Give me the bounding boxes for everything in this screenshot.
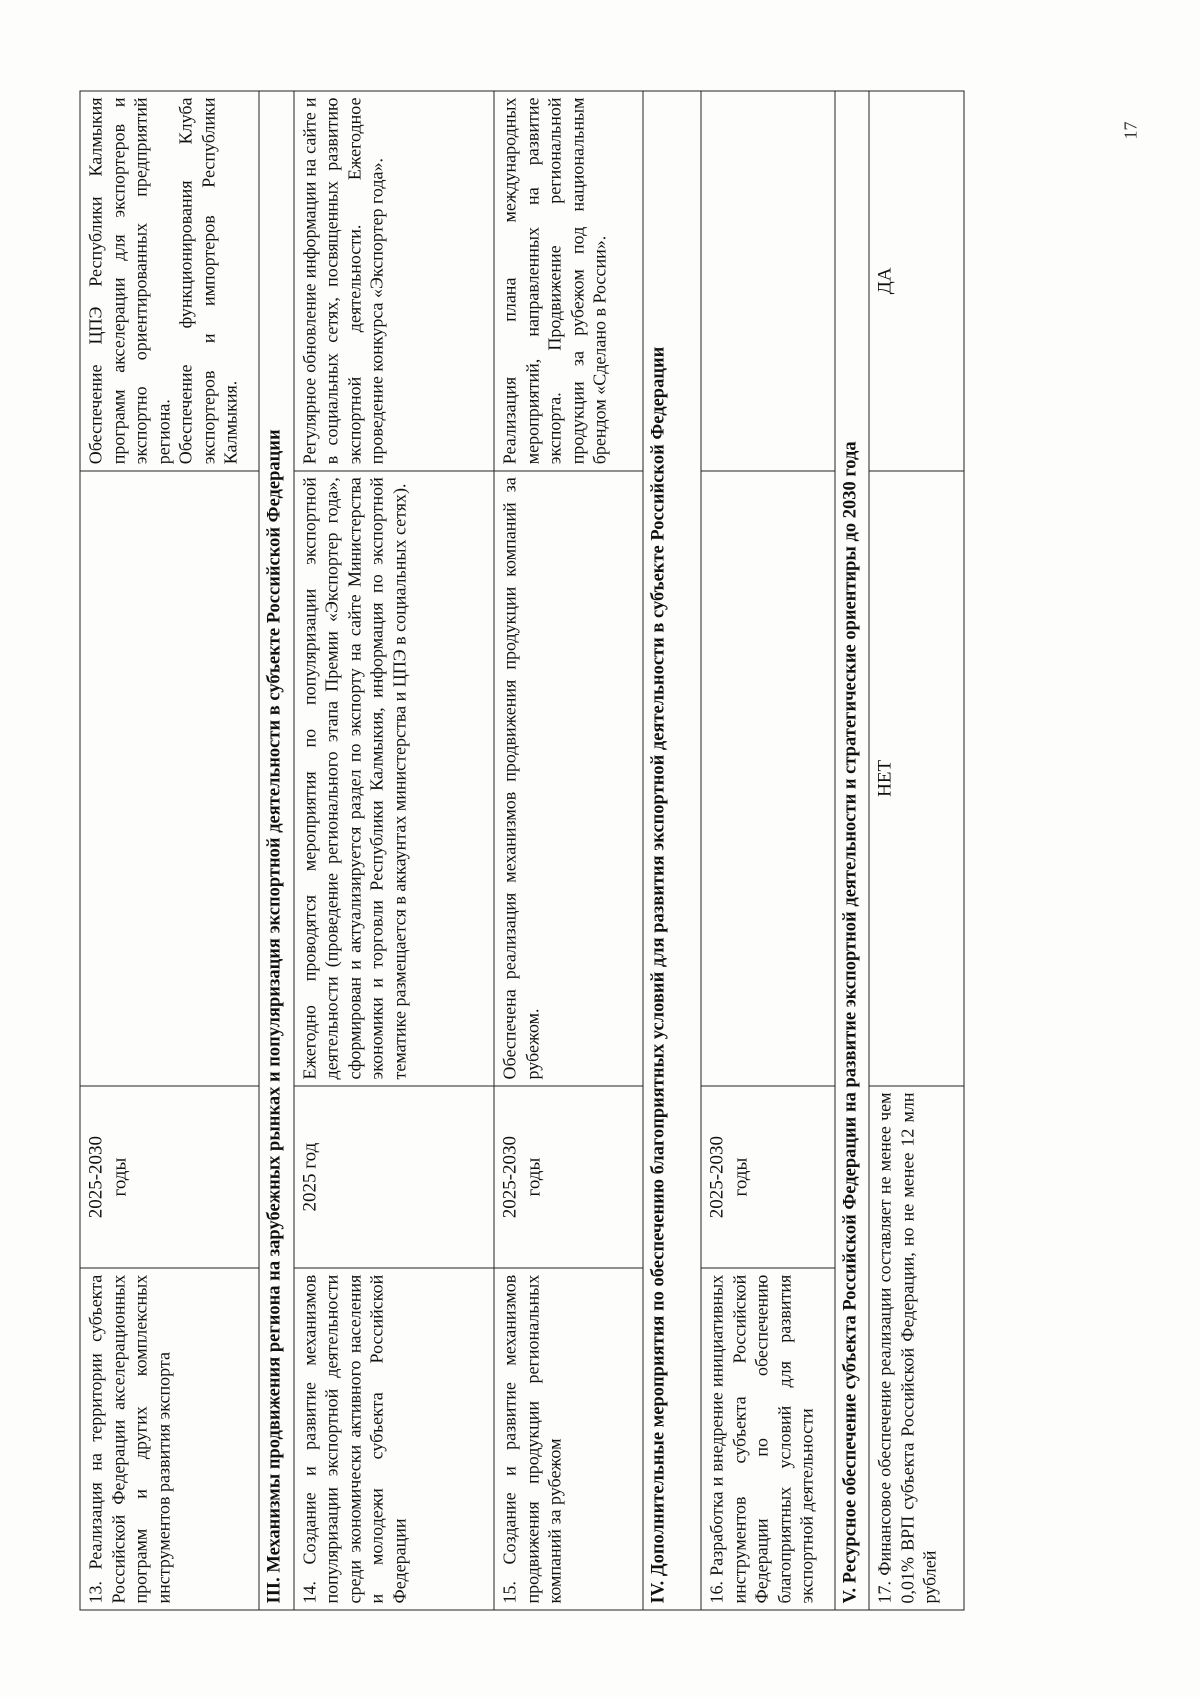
plan-cell: Обеспечение ЦПЭ Республики Калмыкия программ акселерации для экспортеров и экспортно ориентированных предприятий региона. Обеспечение функционирования Клуба экспортеров и импортеров Республики Калмыкия.	[80, 91, 259, 471]
plan-cell	[701, 91, 835, 471]
section-title-5: V. Ресурсное обеспечение субъекта Российской Федерации на развитие экспортной деятельности и стратегические ориентиры до 2030 года	[835, 91, 870, 1610]
period-cell: 2025-2030 годы	[494, 1086, 643, 1268]
table-row-16	[701, 91, 835, 1610]
section-header-row	[643, 91, 701, 1610]
measure-cell: 13. Реализация на территории субъекта Российской Федерации акселерационных программ и других комплексных инструментов развития экспорта	[80, 1268, 259, 1610]
status-cell: Ежегодно проводятся мероприятия по популяризации экспортной деятельности (проведение регионального этапа Премии «Экспортер года», сформирован и актуализируется раздел по экспорту на сайте Министерства экономики и торговли Республики Калмыкия, информация по экспортной тематике размещается в аккаунтах министерства и ЦПЭ в социальных сетях).	[294, 471, 494, 1086]
status-cell	[80, 471, 259, 1086]
table-row-14	[294, 91, 494, 1610]
section-header-row	[259, 91, 294, 1610]
status-cell	[701, 471, 835, 1086]
export-measures-table	[80, 91, 965, 1611]
table-row-15	[494, 91, 643, 1610]
section-header-row	[835, 91, 870, 1610]
measure-cell: 14. Создание и развитие механизмов популяризации экспортной деятельности среди экономически активного населения и молодежи субъекта Российской Федерации	[294, 1268, 494, 1610]
plan-answer: ДА	[869, 91, 964, 471]
plan-cell: Регулярное обновление информации на сайте и в социальных сетях, посвященных развитию экспортной деятельности. Ежегодное проведение конкурса «Экспортер года».	[294, 91, 494, 471]
plan-cell: Реализация плана международных мероприятий, направленных на развитие экспорта. Продвижение региональной продукции за рубежом под национальным брендом «Сделано в России».	[494, 91, 643, 471]
table-row-13	[80, 91, 259, 1610]
measure-cell: 15. Создание и развитие механизмов продвижения продукции региональных компаний за рубежом	[494, 1268, 643, 1610]
measure-cell: 17. Финансовое обеспечение реализации составляет не менее чем 0,01% ВРП субъекта Российской Федерации, но не менее 12 млн рублей	[869, 1086, 964, 1610]
period-cell: 2025-2030 годы	[701, 1086, 835, 1268]
period-cell: 2025 год	[294, 1086, 494, 1268]
status-cell: Обеспечена реализация механизмов продвижения продукции компаний за рубежом.	[494, 471, 643, 1086]
status-answer: НЕТ	[869, 471, 964, 1086]
page-number: 17	[1120, 121, 1141, 140]
section-title-4: IV. Дополнительные мероприятия по обеспечению благоприятных условий для развития экспортной деятельности в субъекте Российской Федерации	[643, 91, 701, 1610]
period-cell: 2025-2030 годы	[80, 1086, 259, 1268]
section-title-3: III. Механизмы продвижения региона на зарубежных рынках и популяризация экспортной деятельности в субъекте Российской Федерации	[259, 91, 294, 1610]
rotated-table-sheet	[80, 91, 965, 1611]
measure-cell: 16. Разработка и внедрение инициативных инструментов субъекта Российской Федерации по обеспечению благоприятных условий для развития экспортной деятельности	[701, 1268, 835, 1610]
table-row-17	[869, 91, 964, 1610]
